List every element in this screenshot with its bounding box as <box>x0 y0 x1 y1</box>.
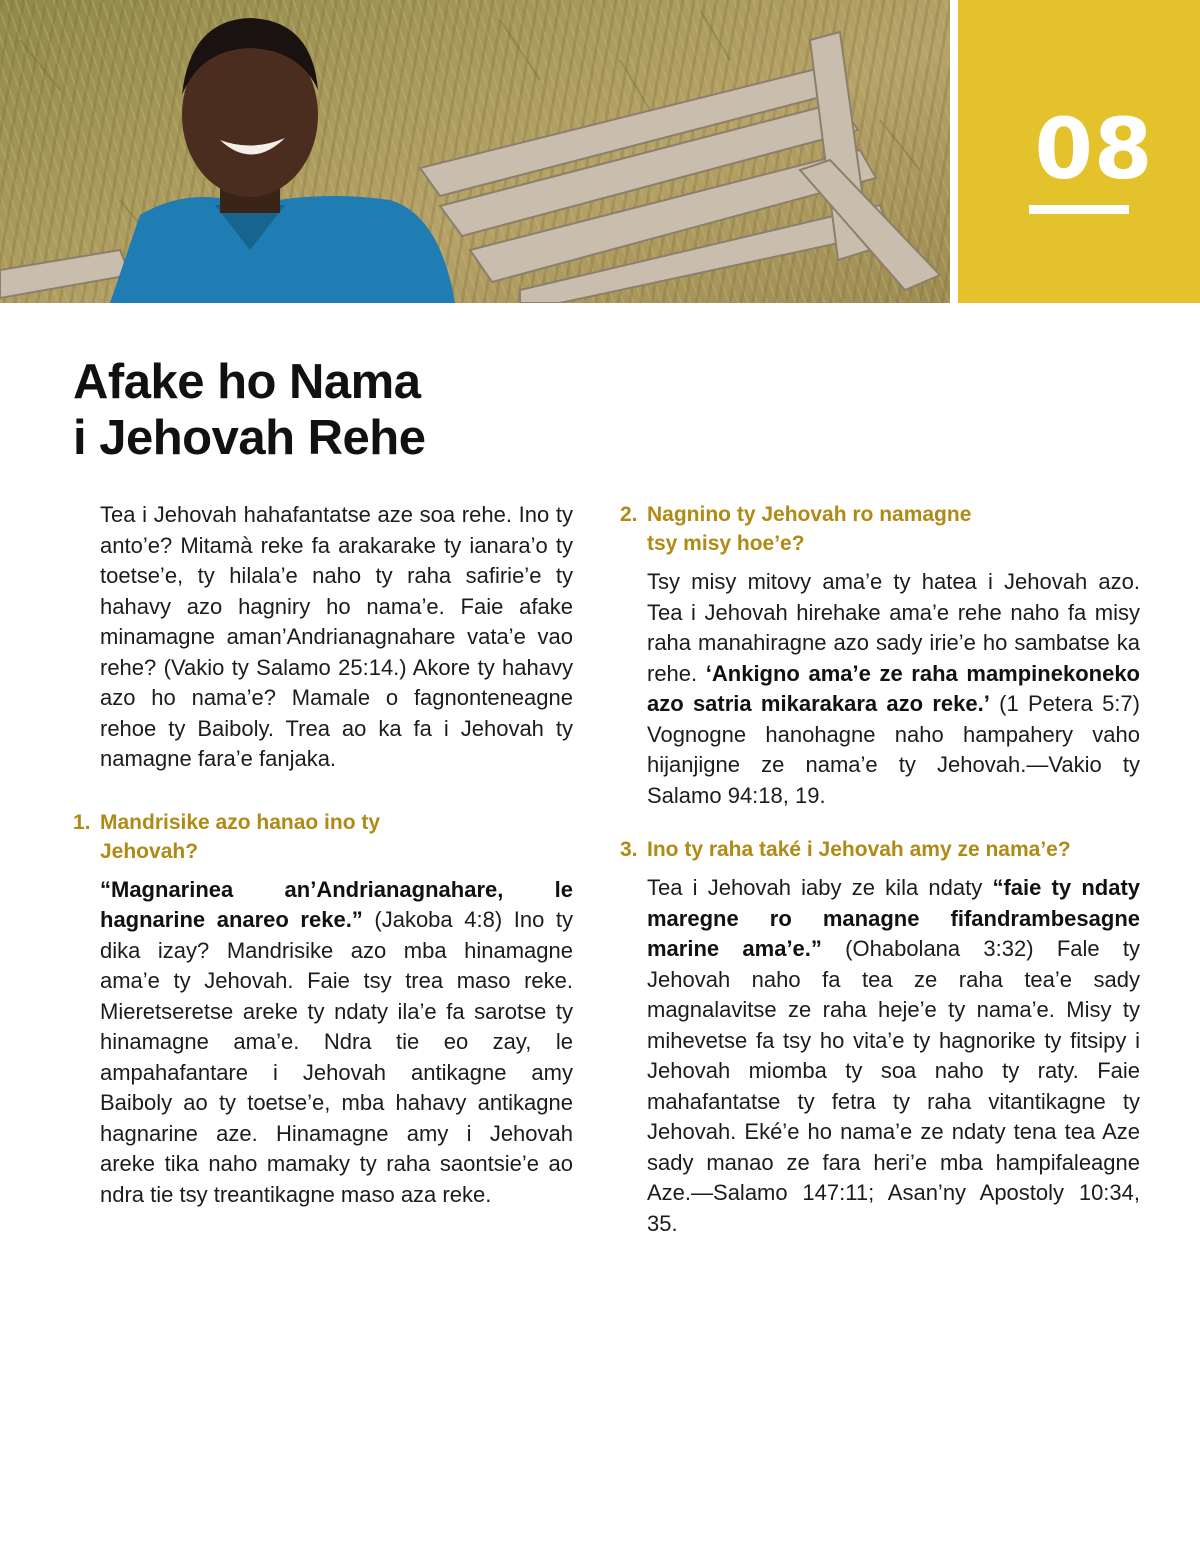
header-photo <box>0 0 950 303</box>
answer-2-pre: Tsy misy mitovy ama’e ty hatea i Jehovah azo. Tea i Jehovah hirehake ama’e rehe naho fa misy raha manahiragne azo sady irie’e ho sambatse ka rehe. <box>647 569 1140 686</box>
title-line-1: Afake ho Nama <box>73 355 421 409</box>
question-3-text: Ino ty raha také i Jehovah amy ze nama’e? <box>647 838 1071 861</box>
left-column <box>73 500 573 1210</box>
question-2-text: Nagnino ty Jehovah ro namagne tsy misy hoe’e? <box>647 503 972 555</box>
answer-3-body: (Ohabolana 3:32) Fale ty Jehovah naho fa tea ze raha tea’e sady magnalavitse ze raha heje’e ty nama’e. Misy ty mihevetse fa tsy ho vita’e ty hagnorike ty fitsipy i Jehovah miomba ty soa naho ty raty. Faie mahafantatse ty fetra ty raha vitantikagne ty Jehovah. Eké’e ho nama’e ze ndaty tena tea Aze sady manao ze fara heri’e mba hampifaleagne Aze.—Salamo 147:11; Asan’ny Apostoly 10:34, 35. <box>647 936 1140 1236</box>
lesson-number-badge <box>958 0 1200 303</box>
lesson-number: 08 <box>1034 100 1154 198</box>
answer-3-paragraph <box>620 873 1140 1239</box>
question-1-text: Mandrisike azo hanao ino ty Jehovah? <box>100 810 381 863</box>
answer-1-paragraph <box>73 875 573 1211</box>
answer-1-quote: “Magnarinea an’Andrianagnahare, le hagnarine anareo reke.” <box>100 876 573 932</box>
question-3-number: 3. <box>620 838 638 861</box>
page-title <box>73 354 633 466</box>
intro-paragraph: Tea i Jehovah hahafantatse aze soa rehe. Ino ty anto’e? Mitamà reke fa arakarake ty ianara’o ty toetse’e, ty hilala’e naho ty raha safirie’e ty hahavy azo hagniry ho nama’e. Faie afake minamagne aman’Andrianagnahare vata’e vao rehe? (Vakio ty Salamo 25:14.) Akore ty hahavy azo ho nama’e? Mamale o fagnonteneagne rehoe ty Baiboly. Trea ao ka fa i Jehovah ty namagne fara’e fanjaka. <box>100 502 573 771</box>
photo-man-on-fence <box>0 0 950 303</box>
question-3-heading <box>620 835 1140 864</box>
title-line-2: i Jehovah Rehe <box>73 411 426 465</box>
answer-3-pre: Tea i Jehovah iaby ze kila ndaty <box>647 875 993 900</box>
answer-2-quote: ‘Ankigno ama’e ze raha mampinekoneko azo satria mikarakara azo reke.’ <box>647 660 1140 716</box>
right-column <box>620 500 1140 1239</box>
answer-1-body: (Jakoba 4:8) Ino ty dika izay? Mandrisike azo mba hinamagne ama’e ty Jehovah. Faie tsy trea maso reke. Mieretseretse areke ty ndaty ila’e fa sarotse ty hinamagne ama’e. Ndra tie eo zay, le ampahafantare i Jehovah antikagne amy Baiboly ao ty toetse’e, mba hahavy antikagne hagnarine aze. Hinamagne amy i Jehovah areke tika naho mamaky ty raha saontsie’e ao ndra tie tsy treantikagne maso aza reke. <box>100 907 573 1207</box>
question-2-number: 2. <box>620 503 638 526</box>
answer-3-quote: “faie ty ndaty maregne ro managne fifandrambesagne marine ama’e.” <box>647 875 1141 961</box>
question-1-heading <box>73 808 573 866</box>
answer-2-paragraph <box>620 567 1140 811</box>
question-2-heading <box>620 500 1140 558</box>
answer-2-body: (1 Petera 5:7) Vognogne hanohagne naho hampahery vaho hijanjigne ze nama’e ty Jehovah.—Vakio ty Salamo 94:18, 19. <box>647 691 1140 808</box>
question-1-number: 1. <box>73 810 91 834</box>
badge-underline <box>1029 205 1129 214</box>
